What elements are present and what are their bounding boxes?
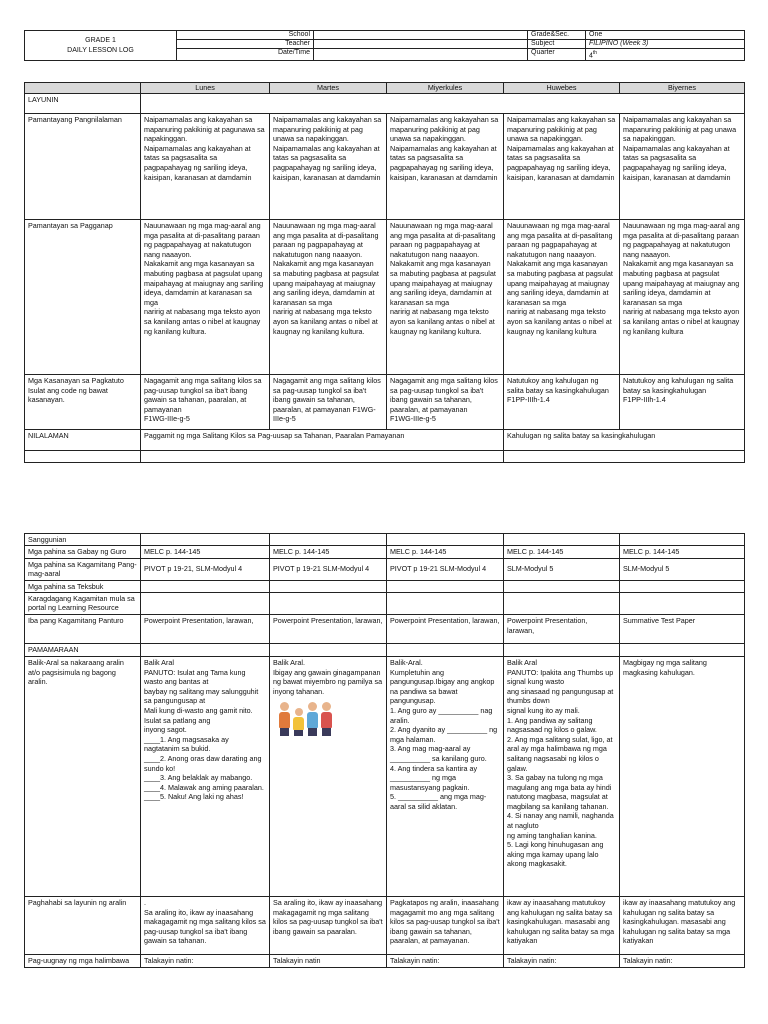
kasanayan-wednesday: Nagagamit ang mga salitang kilos sa pag-uusap tungkol sa iba't ibang gawain sa tahanan, paaralan, at pamayanan F1WG-IIIe-g-5 (387, 375, 504, 430)
layunin-content (141, 94, 745, 114)
empty-cell (387, 534, 504, 546)
pamantayang-monday: Naipamamalas ang kakayahan sa mapanuring pakikinig at pagunawa sa napakinggan. Naipamamalas ang kakayahan at tatas sa pagsasalita sa pagpapahayag ng sariling ideya, kaisipan, karanasan at damdamin (141, 114, 270, 220)
paguugnay-wednesday: Talakayin natin: (387, 954, 504, 967)
pagganap-monday: Nauunawaan ng mga mag-aaral ang mga pasalita at di-pasalitang paraan ng pagpapahayag at nakatutugon nang naaayon. Nakakamit ang mga kasanayan sa mabuting pagbasa at pagsulat upang maipahayag at maiugnay ang sariling ideya, damdamin at karanasan sa mga naririg at nabasang mga teksto ayon sa kanilang antas o nibel at kaugnay ng kanilang kultura. (141, 220, 270, 375)
iba-tuesday: Powerpoint Presentation, larawan, (270, 614, 387, 643)
pagganap-tuesday: Nauunawaan ng mga mag-aaral ang mga pasalita at di-pasalitang paraan ng pagpapahayag at nakatutugon nang naaayon. Nakakamit ang mga kasanayan sa mabuting pagbasa at pagsulat upang maipahayag at maiugnay ang sariling ideya, damdamin at karanasan sa mga naririg at nabasang mga teksto ayon sa kanilang antas o nibel at kaugnay ng kanilang kultura. (270, 220, 387, 375)
subject-label: Subject (528, 40, 586, 49)
paghahabi-friday: ikaw ay inaasahang matutukoy ang kahulugan ng salita batay sa kasingkahulugan. masasabi ang kahulugan ng salita batay sa mga katiyakan (620, 896, 745, 954)
pamantayang-wednesday: Naipamamalas ang kakayahan sa mapanuring pakikinig at pag unawa sa napakinggan. Naipamamalas ang kakayahan at tatas sa pagsasalita sa pagpapahayag ng sariling ideya, kaisipan, karanasan at damdamin (387, 114, 504, 220)
empty-cell (504, 592, 620, 614)
balik-label: Balik-Aral sa nakaraang aralin at/o pagsisimula ng bagong aralin. (25, 656, 141, 896)
day-monday: Lunes (141, 83, 270, 94)
balik-friday: Magbigay ng mga salitang magkasing kahulugan. (620, 656, 745, 896)
quarter-suffix: th (592, 50, 598, 56)
gradesec-label: Grade&Sec. (528, 31, 586, 40)
empty-cell (620, 592, 745, 614)
paghahabi-label: Paghahabi sa layunin ng aralin (25, 896, 141, 954)
paguugnay-thursday: Talakayin natin: (504, 954, 620, 967)
datetime-label: Date/Time (177, 49, 314, 61)
gabay-thursday: MELC p. 144-145 (504, 546, 620, 559)
gabay-label: Mga pahina sa Gabay ng Guro (25, 546, 141, 559)
family-member-figure (279, 702, 290, 736)
empty-cell (141, 534, 270, 546)
paghahabi-monday: . Sa araling ito, ikaw ay inaasahang makagagamit ng mga salitang kilos sa pag-uusap tungkol sa iba't ibang gawain sa tahanan. (141, 896, 270, 954)
empty-cell (620, 643, 745, 656)
quarter-value (586, 49, 745, 61)
day-tuesday: Martes (270, 83, 387, 94)
empty-cell (141, 451, 504, 463)
quarter-number: 4 (589, 52, 593, 60)
empty-cell (270, 592, 387, 614)
kagamitang-tuesday: PIVOT p 19-21 SLM-Modyul 4 (270, 558, 387, 580)
pamamaraan-label: PAMAMARAAN (25, 643, 141, 656)
paguugnay-tuesday: Talakayin natin (270, 954, 387, 967)
empty-cell (270, 643, 387, 656)
header-title-cell (25, 31, 177, 61)
pamantayang-tuesday: Naipamamalas ang kakayahan sa mapanuring pakikinig at pag unawa sa napakinggan. Naipamamalas ang kakayahan at tatas sa pagsasalita sa pagpapahayag ng sariling ideya, kaisipan, karanasan at damdamin (270, 114, 387, 220)
pagganap-label: Pamantayan sa Pagganap (25, 220, 141, 375)
grade-label: GRADE 1 (85, 36, 116, 44)
nilalaman-content-a: Paggamit ng mga Salitang Kilos sa Pag-uusap sa Tahanan, Paaralan Pamayanan (141, 430, 504, 451)
nilalaman-content-b: Kahulugan ng salita batay sa kasingkahulugan (504, 430, 745, 451)
family-member-figure (321, 702, 332, 736)
iba-thursday: Powerpoint Presentation, larawan, (504, 614, 620, 643)
kasanayan-tuesday: Nagagamit ang mga salitang kilos sa pag-uusap tungkol sa iba't ibang gawain sa tahanan, paaralan, at pamayanan F1WG-IIIe-g-5 (270, 375, 387, 430)
kagamitang-friday: SLM-Modyul 5 (620, 558, 745, 580)
paguugnay-monday: Talakayin natin: (141, 954, 270, 967)
family-member-figure (293, 708, 304, 736)
iba-monday: Powerpoint Presentation, larawan, (141, 614, 270, 643)
pagganap-thursday: Nauunawaan ng mga mag-aaral ang mga pasalita at di-pasalitang paraan ng pagpapahayag at nakatutugon nang naaayon. Nakakamit ang mga kasanayan sa mabuting pagbasa at pagsulat upang maipahayag at maiugnay ang sariling ideya, damdamin at karanasan sa mga naririg at nabasang mga teksto ayon sa kanilang antas o nibel at kaugnay ng kanilang kultura (504, 220, 620, 375)
empty-cell (270, 580, 387, 592)
gabay-monday: MELC p. 144-145 (141, 546, 270, 559)
days-header-row (25, 83, 745, 94)
gradesec-value: One (586, 31, 745, 40)
kagamitang-wednesday: PIVOT p 19-21 SLM-Modyul 4 (387, 558, 504, 580)
pagganap-friday: Nauunawaan ng mga mag-aaral ang mga pasalita at di-pasalitang paraan ng pagpapahayag at nakatutugon nang naaayon. Nakakamit ang mga kasanayan sa mabuting pagbasa at pagsulat upang maipahayag at maiugnay ang sariling ideya, damdamin at karanasan sa mga naririg at nabasang mga teksto ayon sa kanilang antas o nibel at kaugnay ng kanilang kultura (620, 220, 745, 375)
school-value (314, 31, 528, 40)
gabay-tuesday: MELC p. 144-145 (270, 546, 387, 559)
kasanayan-thursday: Natutukoy ang kahulugan ng salita batay sa kasingkahulugan F1PP-IIIh-1.4 (504, 375, 620, 430)
empty-cell (504, 580, 620, 592)
karagdagang-label: Karagdagang Kagamitan mula sa portal ng Learning Resource (25, 592, 141, 614)
quarter-label: Quarter (528, 49, 586, 61)
iba-label: Iba pang Kagamitang Panturo (25, 614, 141, 643)
paghahabi-tuesday: Sa araling ito, ikaw ay inaasahang makagagamit ng mga salitang kilos sa pag-uusap tungkol sa iba't ibang gawain sa paaralan. (270, 896, 387, 954)
pamantayang-thursday: Naipamamalas ang kakayahan sa mapanuring pakikinig at pag unawa sa napakinggan. Naipamamalas ang kakayahan at tatas sa pagsasalita sa pagpapahayag ng sariling ideya, kaisipan, karanasan at damdamin (504, 114, 620, 220)
pagganap-wednesday: Nauunawaan ng mga mag-aaral ang mga pasalita at di-pasalitang paraan ng pagpapahayag at nakatutugon nang naaayon. Nakakamit ang mga kasanayan sa mabuting pagbasa at pagsulat upang maipahayag at maiugnay ang sariling ideya, damdamin at karanasan sa mga naririg at nabasang mga teksto ayon sa kanilang antas o nibel at kaugnay ng kanilang kultura. (387, 220, 504, 375)
gabay-wednesday: MELC p. 144-145 (387, 546, 504, 559)
balik-thursday: Balik Aral PANUTO: Ipakita ang Thumbs up signal kung wasto ang sinasaad ng pangungusap at thumbs down signal kung ito ay mali. 1. Ang pandiwa ay salitang nagsasaad ng kilos o galaw. 2. Ang mga salitang sulat, ligo, at aral ay mga halimbawa ng mga salitang nagsasabi ng kilos o galaw. 3. Sa gabay na tulong ng mga magulang ang mga bata ay hindi natutong magbasa, magsulat at magbilang sa kanilang tahanan. 4. Si nanay ang namili, naghanda at nagluto ng aming tanghalian kanina. 5. Lagi kong hinuhugasan ang aking mga kamay upang lalo akong magkasakit. (504, 656, 620, 896)
subject-value: FILIPINO (Week 3) (586, 40, 745, 49)
kagamitang-monday: PIVOT p 19-21, SLM-Modyul 4 (141, 558, 270, 580)
balik-tuesday-text: Balik Aral. Ibigay ang gawain ginagampanan ng bawat miyembro ng pamilya sa inyong tahanan. (273, 657, 383, 696)
layunin-label: LAYUNIN (25, 94, 141, 114)
school-label: School (177, 31, 314, 40)
kasanayan-label: Mga Kasanayan sa Pagkatuto Isulat ang code ng bawat kasanayan. (25, 375, 141, 430)
log-title: DAILY LESSON LOG (67, 46, 134, 54)
empty-cell (620, 534, 745, 546)
days-header-blank (25, 83, 141, 94)
procedures-table (24, 533, 745, 968)
kagamitang-label: Mga pahina sa Kagamitang Pang-mag-aaral (25, 558, 141, 580)
empty-cell (620, 580, 745, 592)
empty-cell (387, 643, 504, 656)
empty-cell (141, 580, 270, 592)
iba-wednesday: Powerpoint Presentation, larawan, (387, 614, 504, 643)
teacher-label: Teacher (177, 40, 314, 49)
teacher-value (314, 40, 528, 49)
datetime-value (314, 49, 528, 61)
empty-cell (141, 643, 270, 656)
kagamitang-thursday: SLM-Modyul 5 (504, 558, 620, 580)
empty-cell (504, 534, 620, 546)
empty-cell (387, 592, 504, 614)
empty-cell (387, 580, 504, 592)
empty-cell (270, 534, 387, 546)
paghahabi-thursday: ikaw ay inaasahang matutukoy ang kahulugan ng salita batay sa kasingkahulugan. masasabi ang kahulugan ng salita batay sa mga katiyakan (504, 896, 620, 954)
empty-cell (25, 451, 141, 463)
family-member-figure (307, 702, 318, 736)
day-wednesday: Miyerkules (387, 83, 504, 94)
paghahabi-wednesday: Pagkatapos ng aralin, inaasahang magagamit mo ang mga salitang kilos sa pag-uusap tungkol sa iba't ibang gawain sa tahanan, paaralan, at pamayanan. (387, 896, 504, 954)
pamantayang-label: Pamantayang Pangnilalaman (25, 114, 141, 220)
iba-friday: Summative Test Paper (620, 614, 745, 643)
empty-cell (141, 592, 270, 614)
day-thursday: Huwebes (504, 83, 620, 94)
teksbuk-label: Mga pahina sa Teksbuk (25, 580, 141, 592)
gabay-friday: MELC p. 144-145 (620, 546, 745, 559)
nilalaman-label: NILALAMAN (25, 430, 141, 451)
header-table (24, 30, 745, 61)
paguugnay-friday: Talakayin natin: (620, 954, 745, 967)
empty-cell (504, 451, 745, 463)
pamantayang-friday: Naipamamalas ang kakayahan sa mapanuring pakikinig at pag unawa sa napakinggan. Naipamamalas ang kakayahan at tatas sa pagsasalita sa pagpapahayag ng sariling ideya, kaisipan, karanasan at damdamin (620, 114, 745, 220)
balik-tuesday (270, 656, 387, 896)
kasanayan-friday: Natutukoy ang kahulugan ng salita batay sa kasingkahulugan F1PP-IIIh-1.4 (620, 375, 745, 430)
sanggunian-label: Sanggunian (25, 534, 141, 546)
paguugnay-label: Pag-uugnay ng mga halimbawa (25, 954, 141, 967)
kasanayan-monday: Nagagamit ang mga salitang kilos sa pag-uusap tungkol sa iba't ibang gawain sa tahanan, paaralan, at pamayanan F1WG-IIIe-g-5 (141, 375, 270, 430)
objectives-table (24, 82, 745, 463)
family-illustration (273, 700, 383, 736)
empty-cell (504, 643, 620, 656)
balik-wednesday: Balik-Aral. Kumpletuhin ang pangungusap.Ibigay ang angkop na pandiwa sa bawat pangungusap. 1. Ang guro ay __________ nag aralin. 2. Ang dyanito ay __________ ng mga halaman. 3. Ang mag mag-aaral ay __________ sa kanilang guro. 4. Ang tindera sa kantira ay __________ ng mga masustansyang pagkain. 5. __________ ang mga mag-aaral sa silid aklatan. (387, 656, 504, 896)
balik-monday: Balik Aral PANUTO: Isulat ang Tama kung wasto ang bantas at baybay ng salitang may salungguhit sa pangungusap at Mali kung di-wasto ang gamit nito. Isulat sa patlang ang inyong sagot. ____1. Ang magsasaka ay nagtatanim sa bukid. ____2. Anong oras daw darating ang sundo ko! ____3. Ang belaklak ay mabango. ____4. Malawak ang aming paaralan. ____5. Naku! Ang laki ng ahas! (141, 656, 270, 896)
day-friday: Biyernes (620, 83, 745, 94)
